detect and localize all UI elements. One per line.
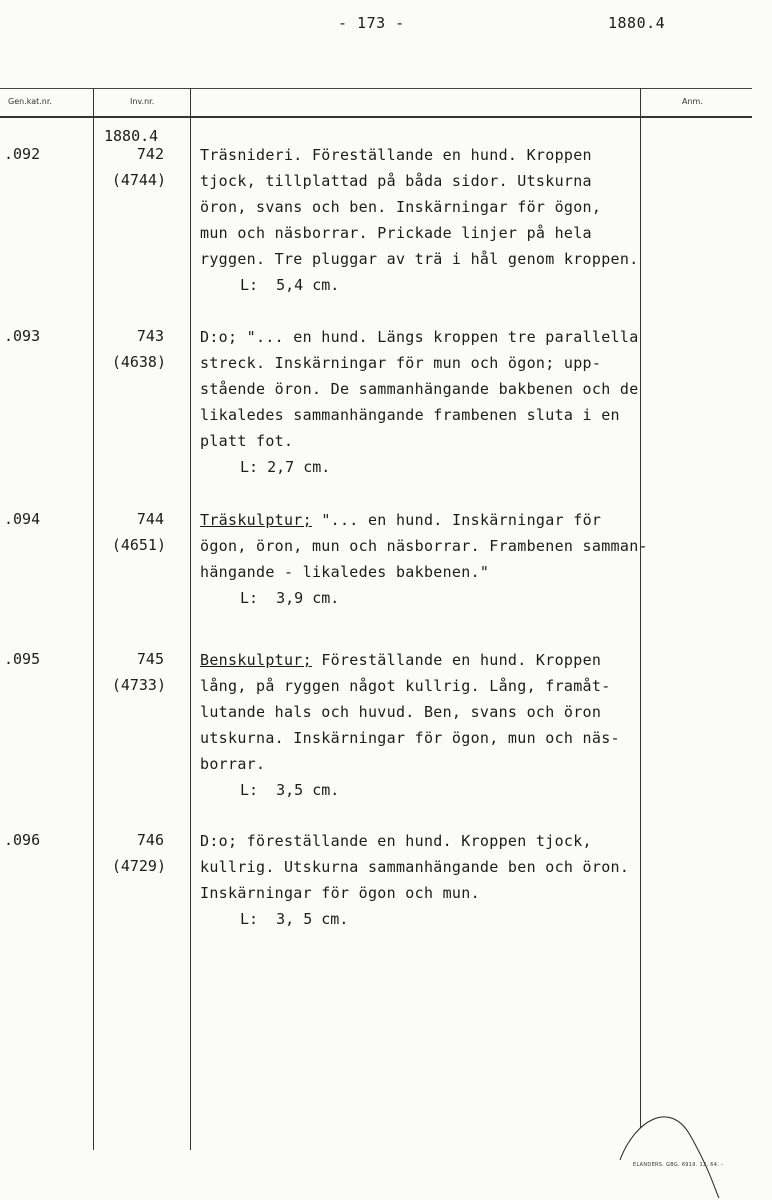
description-line: lång, på ryggen något kullrig. Lång, framåt- xyxy=(200,677,611,695)
description-first-line: Föreställande en hund. Kroppen xyxy=(311,651,602,669)
description-line: utskurna. Inskärningar för ögon, mun och näs- xyxy=(200,729,620,747)
old-number: (4744) xyxy=(111,171,166,189)
column-header-gen-kat: Gen.kat.nr. xyxy=(8,97,52,106)
description-first-line: D:o; föreställande en hund. Kroppen tjock, xyxy=(200,832,592,850)
column-divider-1 xyxy=(93,88,94,1150)
description-line: likaledes sammanhängande frambenen sluta i en xyxy=(200,406,620,424)
description-line xyxy=(200,831,650,857)
gen-kat-number: .096 xyxy=(4,831,41,849)
inv-number: 746 xyxy=(136,831,164,849)
inv-number: 745 xyxy=(136,650,164,668)
description xyxy=(200,831,650,935)
description-line: lutande hals och huvud. Ben, svans och öron xyxy=(200,703,602,721)
column-header-inv: Inv.nr. xyxy=(130,97,155,106)
description-line: kullrig. Utskurna sammanhängande ben och öron. xyxy=(200,858,630,876)
series-number: 1880.4 xyxy=(104,127,159,145)
old-number: (4638) xyxy=(111,353,166,371)
description-line: borrar. xyxy=(200,755,266,773)
description-first-line: "... en hund. Inskärningar för xyxy=(311,511,602,529)
description-line: mun och näsborrar. Prickade linjer på hela xyxy=(200,224,592,242)
measurement: L: 3,5 cm. xyxy=(240,781,340,799)
gen-kat-number: .092 xyxy=(4,145,41,163)
column-header-anm: Anm. xyxy=(682,97,703,106)
gen-kat-number: .094 xyxy=(4,510,41,528)
column-divider-2 xyxy=(190,88,191,1150)
page-number: - 173 - xyxy=(338,14,405,32)
description-line: platt fot. xyxy=(200,432,294,450)
year-code: 1880.4 xyxy=(608,14,666,32)
description-line: ögon, öron, mun och näsborrar. Frambenen samman- xyxy=(200,537,648,555)
description-first-line: Träsnideri. Föreställande en hund. Kroppen xyxy=(200,146,592,164)
description-line xyxy=(200,327,650,353)
description-line: streck. Inskärningar för mun och ögon; upp- xyxy=(200,354,602,372)
description-line: ryggen. Tre pluggar av trä i hål genom kroppen. xyxy=(200,250,639,268)
measurement: L: 3,9 cm. xyxy=(240,589,340,607)
inv-number: 743 xyxy=(136,327,164,345)
description-line xyxy=(200,510,650,536)
description xyxy=(200,145,650,301)
gen-kat-number: .093 xyxy=(4,327,41,345)
pen-stroke xyxy=(615,1100,725,1200)
printer-mark: ELANDERS. GBG. 6919. 12. 64. - xyxy=(633,1162,724,1168)
old-number: (4729) xyxy=(111,857,166,875)
old-number: (4651) xyxy=(111,536,166,554)
description-first-line: D:o; "... en hund. Längs kroppen tre parallella xyxy=(200,328,639,346)
description xyxy=(200,327,650,483)
description xyxy=(200,510,650,614)
description-line: stående öron. De sammanhängande bakbenen och de xyxy=(200,380,639,398)
measurement: L: 5,4 cm. xyxy=(240,276,340,294)
measurement: L: 2,7 cm. xyxy=(240,458,331,476)
description-line: hängande - likaledes bakbenen." xyxy=(200,563,490,581)
old-number: (4733) xyxy=(111,676,166,694)
measurement: L: 3, 5 cm. xyxy=(240,910,349,928)
inv-number: 744 xyxy=(136,510,164,528)
description-line xyxy=(200,145,650,171)
description-line: Inskärningar för ögon och mun. xyxy=(200,884,480,902)
lead-term: Träskulptur; xyxy=(200,511,312,529)
description-line xyxy=(200,650,650,676)
description-line: tjock, tillplattad på båda sidor. Utskurna xyxy=(200,172,592,190)
inv-number: 742 xyxy=(136,145,164,163)
gen-kat-number: .095 xyxy=(4,650,41,668)
description xyxy=(200,650,650,806)
lead-term: Benskulptur; xyxy=(200,651,312,669)
description-line: öron, svans och ben. Inskärningar för ögon, xyxy=(200,198,602,216)
